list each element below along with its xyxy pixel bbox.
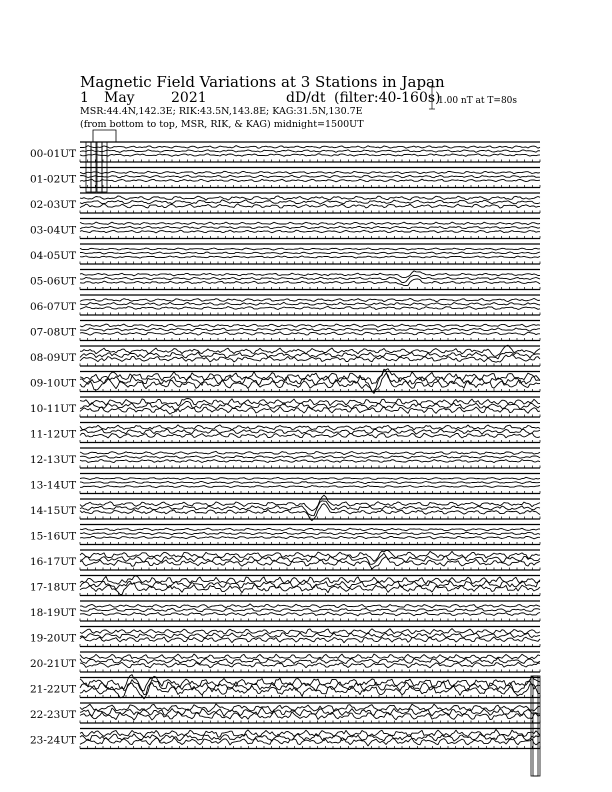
hour-row: [30, 244, 540, 264]
hour-label: 06-07UT: [30, 301, 77, 313]
hour-label: 22-23UT: [30, 709, 77, 721]
hour-row: [30, 652, 540, 672]
trace-kag: [80, 279, 540, 286]
trace-msr: [80, 451, 540, 454]
hour-label: 01-02UT: [30, 173, 77, 186]
trace-msr: [80, 171, 540, 174]
hour-label: 20-21UT: [30, 658, 77, 670]
hour-row: [30, 675, 540, 699]
hour-label: 08-09UT: [30, 352, 77, 364]
hour-row: [30, 703, 540, 723]
trace-rik: [80, 429, 540, 435]
hour-label: 05-06UT: [30, 275, 77, 288]
hour-row: [30, 423, 540, 443]
trace-rik: [80, 200, 540, 204]
hour-label: 10-11UT: [30, 403, 77, 415]
trace-msr: [80, 528, 540, 531]
trace-rik: [80, 633, 540, 639]
hour-label: 19-20UT: [30, 632, 77, 645]
trace-kag: [80, 536, 540, 539]
hour-row: [30, 627, 540, 647]
trace-rik: [80, 532, 540, 535]
hour-row: [30, 601, 540, 621]
hour-label: 07-08UT: [30, 326, 77, 339]
hour-label: 14-15UT: [30, 505, 77, 517]
trace-msr: [80, 324, 540, 327]
order-line: (from bottom to top, MSR, RIK, & KAG) midnight=1500UT: [80, 119, 364, 130]
trace-msr: [80, 271, 540, 278]
trace-rik: [80, 708, 540, 717]
trace-kag: [80, 485, 540, 487]
chart-title: Magnetic Field Variations at 3 Stations in Japan: [80, 73, 445, 91]
hour-row: [30, 729, 540, 749]
stations-line: MSR:44.4N,142.3E; RIK:43.5N,143.8E; KAG:31.5N,130.7E: [80, 106, 363, 117]
trace-kag: [80, 711, 540, 720]
hour-label: 15-16UT: [30, 530, 77, 543]
chart-title-block: [80, 73, 445, 130]
marker-box: [531, 676, 540, 776]
trace-msr: [80, 629, 540, 635]
hour-row: [30, 168, 540, 188]
trace-kag: [80, 256, 540, 258]
trace-msr: [80, 298, 540, 301]
trace-rik: [80, 608, 540, 611]
hour-label: 04-05UT: [30, 250, 77, 262]
trace-kag: [80, 332, 540, 335]
hour-row: [30, 295, 540, 315]
trace-rik: [80, 175, 540, 178]
hour-row: [30, 142, 540, 162]
trace-rik: [80, 658, 540, 664]
hour-row: [30, 345, 540, 366]
hour-rows: [30, 142, 540, 749]
trace-kag: [80, 179, 540, 182]
filter-label: (filter:40-160s): [334, 90, 441, 106]
quantity-label: dD/dt: [286, 90, 326, 106]
trace-kag: [80, 637, 540, 643]
hour-label: 03-04UT: [30, 224, 77, 237]
trace-rik: [80, 328, 540, 331]
hour-row: [30, 369, 540, 394]
hour-row: [30, 321, 540, 341]
hour-row: [30, 193, 540, 213]
trace-kag: [80, 230, 540, 233]
trace-msr: [80, 146, 540, 149]
hour-label: 09-10UT: [30, 377, 77, 390]
hour-label: 18-19UT: [30, 607, 77, 619]
trace-msr: [80, 604, 540, 608]
trace-rik: [80, 275, 540, 282]
trace-rik: [80, 150, 540, 153]
hour-row: [30, 474, 540, 494]
trace-rik: [80, 456, 540, 459]
hour-label: 00-01UT: [30, 148, 77, 160]
hour-row: [30, 219, 540, 239]
trace-kag: [80, 355, 540, 363]
trace-kag: [80, 204, 540, 209]
scale-label: 1.00 nT at T=80s: [438, 96, 518, 106]
hour-row: [30, 448, 540, 468]
hour-row: [30, 525, 540, 545]
trace-kag: [80, 612, 540, 616]
hour-row: [30, 270, 540, 290]
trace-msr: [80, 196, 540, 200]
hour-row: [30, 550, 540, 570]
hour-label: 21-22UT: [30, 683, 77, 696]
date-day: 1: [80, 90, 89, 106]
hour-row: [30, 397, 540, 417]
hour-row: [30, 495, 540, 520]
trace-msr: [80, 222, 540, 225]
trace-msr: [80, 654, 540, 659]
trace-msr: [80, 399, 540, 406]
trace-msr: [80, 729, 540, 737]
trace-rik: [80, 226, 540, 229]
trace-rik: [80, 252, 540, 254]
trace-msr: [80, 248, 540, 250]
trace-kag: [80, 433, 540, 438]
date-year: 2021: [171, 90, 207, 106]
trace-kag: [80, 154, 540, 157]
trace-rik: [80, 302, 540, 305]
marker-bracket: [93, 130, 116, 142]
hour-label: 23-24UT: [30, 734, 77, 747]
date-month: May: [104, 90, 135, 106]
hour-label: 16-17UT: [30, 556, 77, 568]
trace-kag: [80, 738, 540, 746]
trace-msr: [80, 477, 540, 479]
trace-kag: [80, 460, 540, 463]
hour-label: 02-03UT: [30, 199, 77, 211]
hour-label: 17-18UT: [30, 581, 77, 594]
hour-label: 12-13UT: [30, 454, 77, 466]
trace-msr: [80, 425, 540, 430]
trace-rik: [80, 481, 540, 483]
hour-label: 11-12UT: [30, 428, 77, 441]
hour-row: [30, 576, 540, 596]
hour-label: 13-14UT: [30, 479, 77, 492]
trace-msr: [80, 576, 540, 585]
trace-kag: [80, 306, 540, 309]
